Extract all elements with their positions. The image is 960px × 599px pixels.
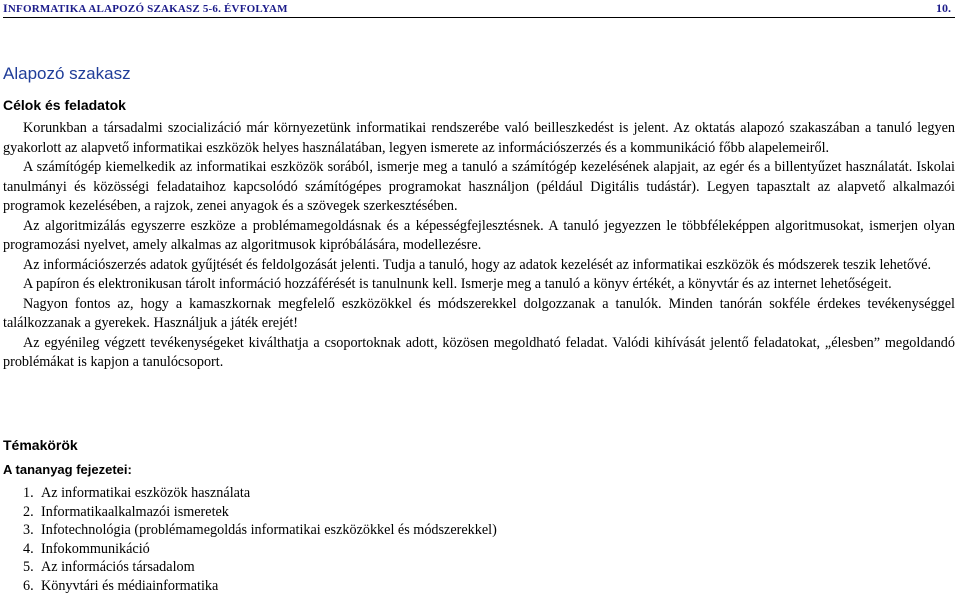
list-item (3, 521, 497, 540)
list-item-number: 1. (23, 485, 34, 501)
topics-heading: Témakörök (3, 437, 78, 453)
goals-paragraph: A számítógép kiemelkedik az informatikai eszközök sorából, ismerje meg a tanuló a számítógép kezelésének alapjait, az egér és a billentyűzet használatát. Iskolai tanulmányi és közösségi feladataihoz kapcsolódó számítógépes programokat használjon (például Digitális tudástár). Legyen tapasztalt az alapvető alkalmazói programok kezelésében, a rajzok, zenei anyagok és a szövegek szerkesztésében. (3, 159, 955, 214)
list-item-label: Az információs társadalom (41, 559, 195, 576)
goals-body (3, 119, 955, 373)
goals-heading: Célok és feladatok (3, 97, 126, 113)
list-item-label: Az informatikai eszközök használata (41, 485, 251, 501)
list-item-number: 2. (23, 503, 34, 520)
list-item-label: Informatikaalkalmazói ismeretek (41, 503, 229, 520)
goals-paragraph: A papíron és elektronikusan tárolt információ hozzáférését is tanulnunk kell. Ismerje meg a tanuló a könyv értékét, a könyvtár és az internet lehetőségeit. (23, 276, 892, 292)
page-number: 10. (936, 1, 951, 15)
header-title-initial: I (3, 1, 8, 15)
goals-paragraph: Nagyon fontos az, hogy a kamaszkornak megfelelő eszközökkel és módszerekkel dolgozzanak a tanulók. Minden tanórán sokféle érdekes tevékenységgel találkozzanak a gyerekek. Használjuk a játék erejét! (3, 295, 955, 331)
section-title: Alapozó szakasz (3, 64, 131, 83)
goals-paragraph: Az információszerzés adatok gyűjtését és feldolgozását jelenti. Tudja a tanuló, hogy az adatok kezelését az informatikai eszközök és módszerek teszik lehetővé. (23, 256, 932, 273)
list-item (3, 577, 497, 596)
list-item-number: 4. (23, 540, 34, 557)
goals-paragraph: Az algoritmizálás egyszerre eszköze a problémamegoldásnak és a képességfejlesztésnek. A tanuló jegyezzen le többféleképpen algoritmusokat, ismerjen olyan programozási nyelvet, amely alkalmas az algoritmusok kipróbálására, modellezésre. (3, 217, 955, 253)
goals-paragraph: Korunkban a társadalmi szocializáció már környezetünk informatikai rendszerébe való beilleszkedést is jelent. Az oktatás alapozó szakaszában a tanuló legyen gyakorlott az alapvető informatikai eszközök helyes használatában, legyen ismerete az információszerzés és a kommunikáció főbb alapelemeiről. (3, 120, 955, 156)
running-header (3, 0, 955, 18)
topics-list (3, 484, 497, 596)
list-item-number: 6. (23, 577, 34, 594)
header-title (3, 0, 288, 17)
list-item-label: Infokommunikáció (41, 540, 150, 557)
list-item-number: 5. (23, 559, 34, 576)
goals-paragraph: Az egyénileg végzett tevékenységeket kiválthatja a csoportoknak adott, közösen megoldható feladat. Valódi kihívását jelentő feladatokat, „élesben” megoldandó problémákat is kapjon a tanulócsoport. (3, 334, 955, 370)
list-item-label: Infotechnológia (problémamegoldás informatikai eszközökkel és módszerekkel) (41, 522, 497, 539)
list-item-label: Könyvtári és médiainformatika (41, 577, 219, 594)
list-item (3, 540, 497, 559)
list-item (3, 558, 497, 577)
list-item (3, 484, 497, 503)
list-item (3, 503, 497, 522)
topics-subheading: A tananyag fejezetei: (3, 462, 132, 477)
header-title-rest: NFORMATIKA ALAPOZÓ SZAKASZ 5-6. ÉVFOLYAM (7, 3, 288, 15)
list-item-number: 3. (23, 522, 34, 539)
